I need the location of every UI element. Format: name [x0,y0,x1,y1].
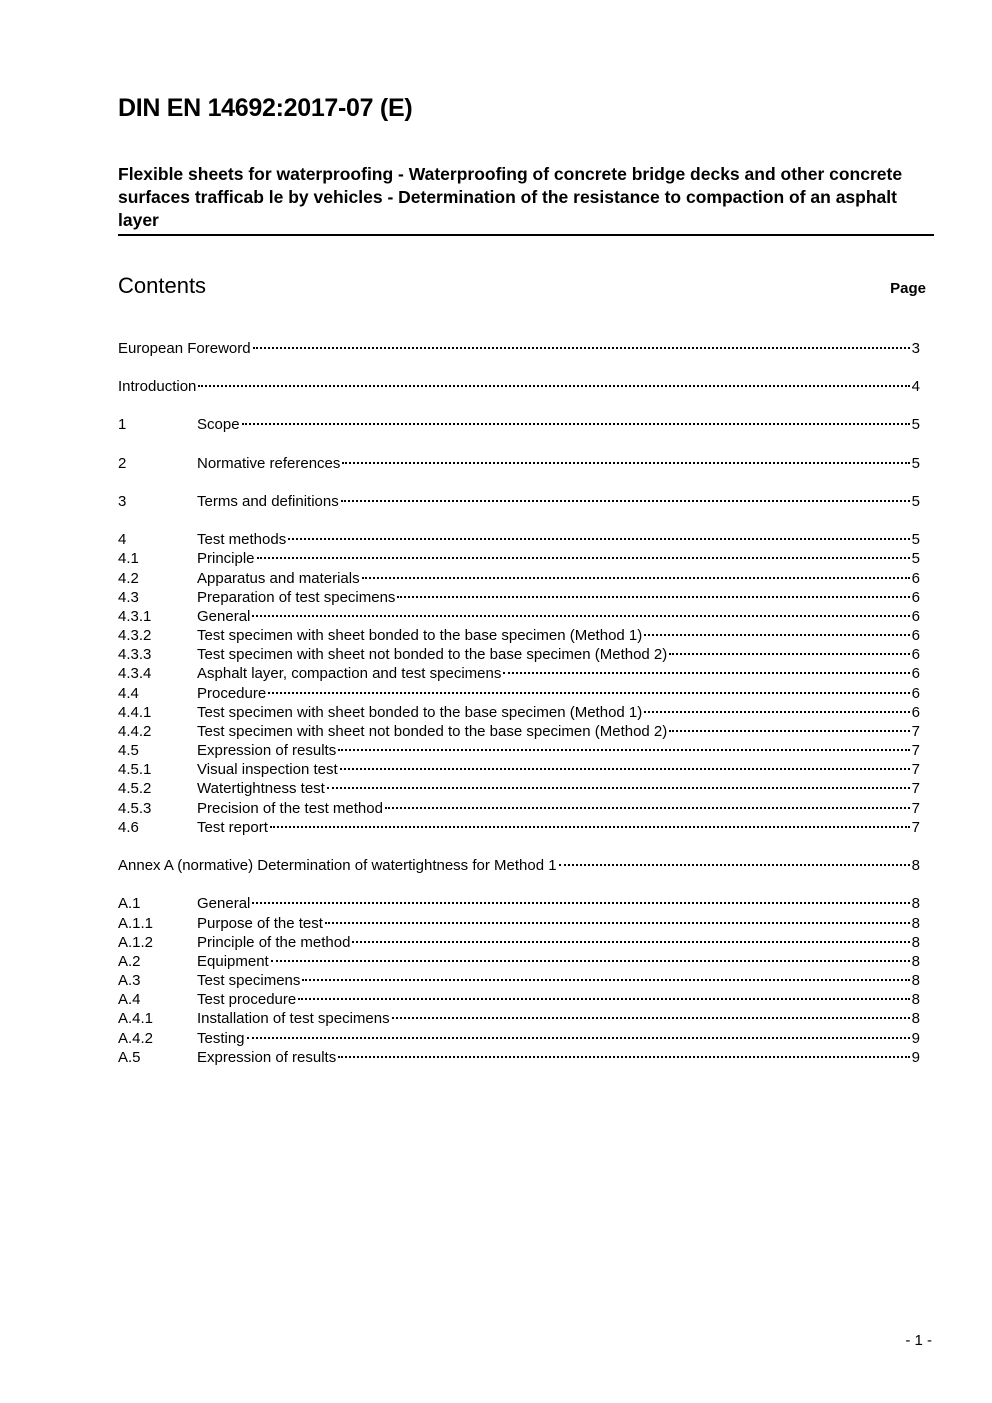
toc-dot-leader [302,977,909,981]
toc-entry-page: 6 [911,665,920,682]
document-title: Flexible sheets for waterproofing - Waterproofing of concrete bridge decks and other concrete surfaces trafficab le by vehicles - Determination of the resistance to compaction of an asphalt layer [118,163,934,236]
toc-entry-number: A.3 [118,972,141,989]
toc-entry-page: 7 [911,742,920,759]
toc-entry-title: Test specimen with sheet not bonded to the base specimen (Method 2) [197,646,668,663]
toc-entry[interactable] [118,741,920,760]
toc-entry-title: Test specimen with sheet bonded to the base specimen (Method 1) [197,704,643,721]
toc-entry[interactable] [118,856,920,875]
toc-entry-title: Terms and definitions [197,493,339,510]
toc-entry[interactable] [118,1029,920,1048]
toc-dot-leader [352,939,909,943]
toc-entry-title: Watertightness test [197,780,325,797]
document-id: DIN EN 14692:2017-07 (E) [118,94,413,122]
toc-entry-page: 8 [911,915,920,932]
toc-dot-leader [397,594,909,598]
toc-dot-leader [252,613,909,617]
toc-entry-number: 4.5 [118,742,139,759]
toc-entry[interactable] [118,607,920,626]
toc-entry[interactable] [118,760,920,779]
toc-entry[interactable] [118,684,920,703]
toc-entry-number: 4.3.3 [118,646,152,663]
toc-entry-number: A.4 [118,991,141,1008]
toc-dot-leader [288,536,909,540]
toc-entry-number: 4.2 [118,570,139,587]
toc-dot-leader [242,421,910,425]
toc-entry-number: 4.3.2 [118,627,152,644]
toc-dot-leader [342,460,909,464]
toc-entry-page: 8 [911,895,920,912]
toc-entry-page: 6 [911,646,920,663]
toc-dot-leader [270,824,910,828]
toc-entry-title: Installation of test specimens [197,1010,390,1027]
toc-entry-title: Test specimen with sheet bonded to the base specimen (Method 1) [197,627,643,644]
toc-entry[interactable] [118,818,920,837]
toc-dot-leader [271,958,910,962]
toc-entry-number: 4.3 [118,589,139,606]
toc-entry-number: 4.3.1 [118,608,152,625]
toc-entry-title: Annex A (normative) Determination of watertightness for Method 1 [118,857,557,874]
toc-entry-title: Scope [197,416,240,433]
toc-entry-page: 6 [911,685,920,702]
page-number: - 1 - [905,1332,932,1349]
toc-entry-number: A.2 [118,953,141,970]
toc-entry-number: 4.4 [118,685,139,702]
toc-entry-title: Procedure [197,685,267,702]
toc-entry-page: 5 [911,455,920,472]
toc-entry[interactable] [118,664,920,683]
toc-entry-page: 8 [911,857,920,874]
toc-dot-leader [669,728,909,732]
toc-entry-page: 5 [911,550,920,567]
toc-entry-page: 8 [911,991,920,1008]
toc-entry-title: Test methods [197,531,287,548]
toc-entry-number: 4.5.2 [118,780,152,797]
toc-dot-leader [325,920,910,924]
toc-entry[interactable] [118,933,920,952]
toc-entry[interactable] [118,971,920,990]
toc-entry-page: 8 [911,972,920,989]
toc-entry-page: 7 [911,800,920,817]
toc-entry-page: 5 [911,416,920,433]
toc-entry-number: 4.4.2 [118,723,152,740]
toc-dot-leader [298,996,909,1000]
toc-entry[interactable] [118,1009,920,1028]
toc-entry[interactable] [118,549,920,568]
toc-entry[interactable] [118,569,920,588]
toc-entry-title: Preparation of test specimens [197,589,396,606]
toc-entry-title: Test specimen with sheet not bonded to the base specimen (Method 2) [197,723,668,740]
toc-dot-leader [338,747,909,751]
toc-entry-page: 6 [911,570,920,587]
toc-dot-leader [669,651,909,655]
toc-entry-page: 4 [911,378,920,395]
toc-entry[interactable] [118,377,920,396]
toc-entry-number: A.1.2 [118,934,154,951]
toc-entry-title: Normative references [197,455,341,472]
page-column-heading: Page [890,280,926,297]
toc-entry-page: 7 [911,761,920,778]
toc-entry-number: A.5 [118,1049,141,1066]
toc-entry[interactable] [118,990,920,1009]
toc-entry-page: 7 [911,819,920,836]
toc-entry-number: 4.3.4 [118,665,152,682]
toc-entry-page: 5 [911,493,920,510]
toc-dot-leader [247,1035,910,1039]
toc-entry-title: Principle [197,550,255,567]
toc-entry-title: Asphalt layer, compaction and test specimens [197,665,502,682]
toc-entry-page: 6 [911,608,920,625]
toc-dot-leader [198,383,909,387]
toc-entry-title: Testing [197,1030,245,1047]
toc-entry-title: Equipment [197,953,269,970]
toc-entry-page: 8 [911,934,920,951]
toc-dot-leader [559,862,910,866]
toc-entry-title: Precision of the test method [197,800,383,817]
toc-entry-page: 7 [911,780,920,797]
toc-entry-page: 5 [911,531,920,548]
toc-dot-leader [341,498,910,502]
toc-entry-title: Expression of results [197,742,337,759]
toc-entry-title: Visual inspection test [197,761,338,778]
toc-entry-page: 9 [911,1030,920,1047]
toc-entry[interactable] [118,339,920,358]
toc-entry[interactable] [118,530,920,549]
toc-entry[interactable] [118,454,920,473]
toc-entry-page: 6 [911,589,920,606]
toc-entry-number: 4 [118,531,127,548]
toc-entry[interactable] [118,914,920,933]
toc-entry-number: 4.4.1 [118,704,152,721]
toc-entry-page: 9 [911,1049,920,1066]
toc-entry-page: 8 [911,1010,920,1027]
toc-entry-number: 3 [118,493,127,510]
toc-entry-title: Apparatus and materials [197,570,360,587]
toc-entry[interactable] [118,1048,920,1067]
toc-entry-title: Principle of the method [197,934,351,951]
toc-entry[interactable] [118,703,920,722]
toc-entry-number: A.1.1 [118,915,154,932]
toc-entry-title: General [197,608,251,625]
toc-dot-leader [503,670,909,674]
toc-dot-leader [253,345,910,349]
toc-entry[interactable] [118,588,920,607]
toc-entry-title: Expression of results [197,1049,337,1066]
toc-dot-leader [644,632,909,636]
toc-entry[interactable] [118,779,920,798]
toc-entry-number: A.4.2 [118,1030,154,1047]
toc-entry-page: 3 [911,340,920,357]
toc-entry-number: 1 [118,416,127,433]
toc-entry[interactable] [118,799,920,818]
toc-entry-title: General [197,895,251,912]
toc-entry-number: 2 [118,455,127,472]
toc-entry[interactable] [118,894,920,913]
toc-entry-title: Introduction [118,378,197,395]
toc-entry-title: Purpose of the test [197,915,323,932]
toc-entry[interactable] [118,722,920,741]
toc-entry[interactable] [118,952,920,971]
toc-entry-number: A.1 [118,895,141,912]
toc-entry-page: 8 [911,953,920,970]
toc-dot-leader [385,805,910,809]
toc-entry-number: A.4.1 [118,1010,154,1027]
toc-entry-title: Test report [197,819,268,836]
contents-heading: Contents [118,273,207,298]
toc-dot-leader [644,709,909,713]
toc-dot-leader [268,690,909,694]
toc-dot-leader [257,555,910,559]
toc-entry[interactable] [118,492,920,511]
toc-entry-number: 4.6 [118,819,139,836]
toc-dot-leader [338,1054,909,1058]
toc-entry[interactable] [118,415,920,434]
toc-dot-leader [327,785,910,789]
toc-entry-title: Test specimens [197,972,301,989]
toc-entry-page: 7 [911,723,920,740]
toc-dot-leader [392,1015,910,1019]
toc-entry-page: 6 [911,704,920,721]
toc-entry[interactable] [118,626,920,645]
toc-dot-leader [340,766,910,770]
toc-dot-leader [252,900,909,904]
toc-entry-number: 4.5.3 [118,800,152,817]
toc-entry-page: 6 [911,627,920,644]
toc-entry-title: European Foreword [118,340,251,357]
toc-entry-title: Test procedure [197,991,297,1008]
toc-entry-number: 4.1 [118,550,139,567]
toc-dot-leader [362,575,910,579]
toc-entry[interactable] [118,645,920,664]
toc-entry-number: 4.5.1 [118,761,152,778]
